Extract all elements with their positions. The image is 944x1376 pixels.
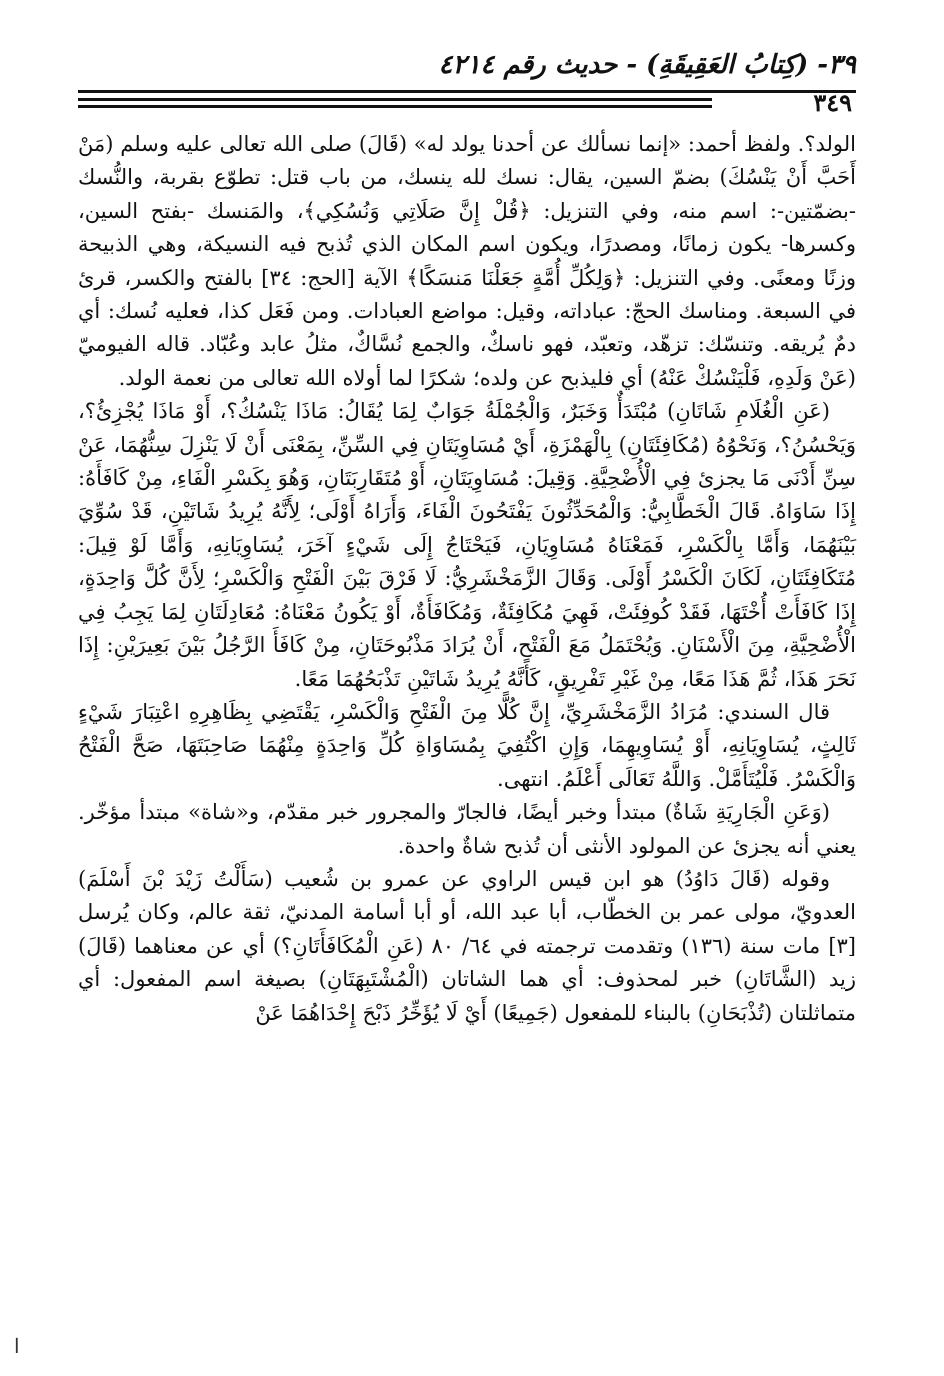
margin-mark: ا: [14, 1334, 20, 1358]
paragraph-3: قال السندي: مُرَادُ الزَّمَخْشَرِيِّ، إِنَّ كُلًّا مِنَ الْفَتْحِ وَالْكَسْرِ، يَقْتَضِي بِظَاهِرِهِ اعْتِبَارَ شَيْءٍ ثَالِثٍ، يُسَاوِيَانِهِ، أَوْ يُسَاوِيهِمَا، وَإِنِ اكْتُفِيَ بِمُسَاوَاةِ كُلِّ وَاحِدَةٍ مِنْهُمَا صَاحِبَتَهَا، صَحَّ الْفَتْحُ وَالْكَسْرُ. فَلْيُتَأَمَّلْ. وَاللَّهُ تَعَالَى أَعْلَمُ. انتهى.: [78, 699, 856, 791]
page-number: ٣٤٩: [813, 88, 852, 117]
chapter-title: ٣٩- (كِتابُ العَقِيقَةِ) - حديث رقم ٤٢١٤: [438, 50, 856, 80]
body-text: [78, 128, 856, 1030]
page-number-row: [78, 88, 852, 124]
paragraph-2: (عَنِ الْغُلَامِ شَاتَانِ) مُبْتَدَأٌ وَخَبَرٌ، وَالْجُمْلَةُ جَوَابٌ لِمَا يُقَالُ: مَاذَا يَنْسُكُ؟، أَوْ مَاذَا يُجْزِئُ؟، وَيَحْسُنُ؟، وَنَحْوُهُ (مُكَافِئَتَانِ) بِالْهَمْزَةِ، أَيْ مُسَاوِيَتَانِ فِي السِّنِّ، بِمَعْنَى أَنْ لَا يَنْزِلَ سِنُّهُمَا، عَنْ سِنِّ أَدْنَى مَا يجزئ فِي الْأُضْحِيَّةِ. وَقِيلَ: مُسَاوِيَتَانِ، أَوْ مُتَقَارِبَتَانِ، وَهُوَ بِكَسْرِ الْفَاءِ، مِنْ كَافَأَهُ: إِذَا سَاوَاهُ. قَالَ الْخَطَّابِيُّ: وَالْمُحَدِّثُونَ يَفْتَحُونَ الْفَاءَ، وَأَرَاهُ أَوْلَى؛ لِأَنَّهُ يُرِيدُ شَاتَيْنِ، قَدْ سُوِّيَ بَيْنَهُمَا، وَأَمَّا بِالْكَسْرِ، فَمَعْنَاهُ مُسَاوِيَانِ، فَيَحْتَاجُ إِلَى شَيْءٍ آخَرَ، يُسَاوِيَانِهِ، وَأَمَّا لَوْ قِيلَ: مُتَكَافِئَتَانِ، لَكَانَ الْكَسْرُ أَوْلَى. وَقَالَ الزَّمَخْشَرِيُّ: لَا فَرْقَ بَيْنَ الْفَتْحِ وَالْكَسْرِ؛ لِأَنَّ كُلَّ وَاحِدَةٍ، إِذَا كَافَأَتْ أُخْتَهَا، فَقَدْ كُوفِئَتْ، فَهِيَ مُكَافِئَةٌ، وَمُكَافَأَةٌ، أَوْ يَكُونُ مَعْنَاهُ: مُعَادِلَتَانِ لِمَا يَجِبُ فِي الْأُضْحِيَّةِ، مِنَ الْأَسْنَانِ. وَيُحْتَمَلُ مَعَ الْفَتْحِ، أَنْ يُرَادَ مَذْبُوحَتَانِ، مِنْ كَافَأَ الرَّجُلُ بَيْنَ بَعِيرَيْنِ: إِذَا نَحَرَ هَذَا، ثُمَّ هَذَا مَعًا، مِنْ غَيْرِ تَفْرِيقٍ، كَأَنَّهُ يُرِيدُ شَاتَيْنِ تَذْبَحُهُمَا مَعًا.: [78, 399, 856, 691]
running-header: [78, 50, 856, 90]
double-rule: [78, 98, 712, 108]
paragraph-1: الولد؟. ولفظ أحمد: «إنما نسألك عن أحدنا يولد له» (قَالَ) صلى الله تعالى عليه وسلم (مَنْ أَحَبَّ أَنْ يَنْسُكَ) بضمّ السين، يقال: نسك لله ينسك، من باب قتل: تطوّع بقربة، والنُّسك -بضمّتين-: اسم منه، وفي التنزيل: ﴿قُلْ إِنَّ صَلَاتِي وَنُسُكِي﴾، والمَنسك -بفتح السين، وكسرها- يكون زمانًا، ومصدرًا، ويكون اسم المكان الذي تُذبح فيه النسيكة، وهي الذبيحة وزنًا ومعنًى. وفي التنزيل: ﴿وَلِكُلِّ أُمَّةٍ جَعَلْنَا مَنسَكًا﴾ الآية [الحج: ٣٤] بالفتح والكسر، قرئ في السبعة. ومناسك الحجّ: عباداته، وقيل: مواضع العبادات. ومن فَعَل كذا، فعليه نُسك: أي دمٌ يُريقه. وتنسّك: تزهّد، وتعبّد، فهو ناسكٌ، والجمع نُسَّاكٌ، مثلُ عابد وعُبّاد. قاله الفيوميّ (عَنْ وَلَدِهِ، فَلْيَنْسُكْ عَنْهُ) أي فليذبح عن ولده؛ شكرًا لما أولاه الله تعالى من نعمة الولد.: [78, 132, 857, 390]
paragraph-4: (وَعَنِ الْجَارِيَةِ شَاةٌ) مبتدأ وخبر أيضًا، فالجارّ والمجرور خبر مقدّم، و«شاة» مبتدأ مؤخّر. يعني أنه يجزئ عن المولود الأنثى أن تُذبح شاةٌ واحدة.: [78, 800, 856, 858]
paragraph-5: وقوله (قَالَ دَاوُدُ) هو ابن قيس الراوي عن عمرو بن شُعيب (سَأَلْتُ زَيْدَ بْنَ أَسْلَمَ) العدويّ، مولى عمر بن الخطّاب، أبا عبد الله، أو أبا أسامة المدنيّ، ثقة عالم، وكان يُرسل [٣] مات سنة (١٣٦) وتقدمت ترجمته في ٦٤/ ٨٠ (عَنِ الْمُكَافَأَتَانِ؟) أي عن معناهما (قَالَ) زيد (الشَّاتَانِ) خبر لمحذوف: أي هما الشاتان (الْمُشْتَبِهَتَانِ) بصيغة اسم المفعول: أي متماثلتان (تُذْبَحَانِ) بالبناء للمفعول (جَمِيعًا) أَيْ لَا يُؤَخِّرُ ذَبْحَ إِحْدَاهُمَا عَنْ: [78, 866, 856, 1025]
